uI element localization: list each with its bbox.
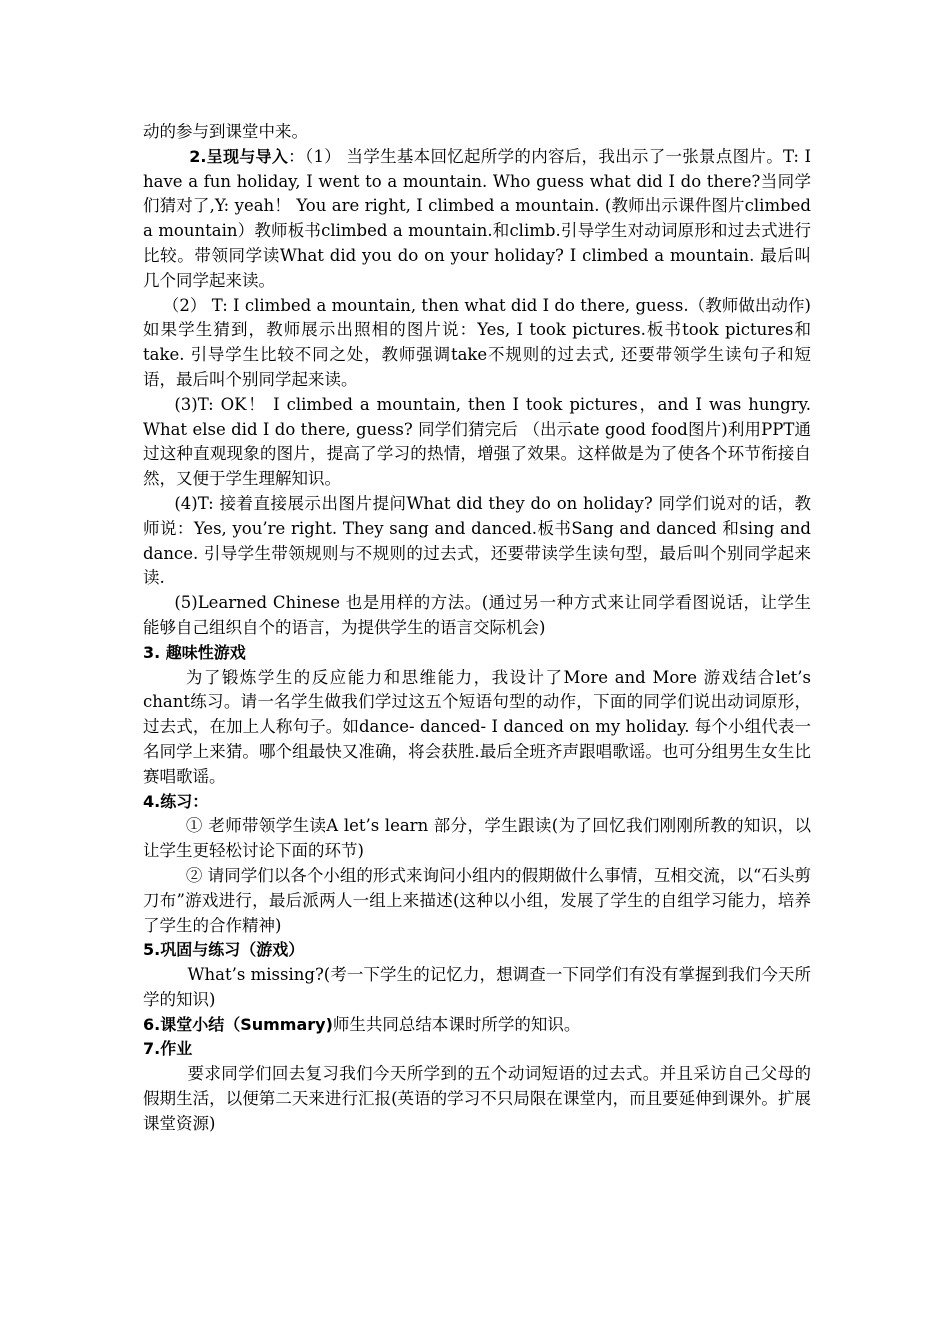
section4-item-2: ② 请同学们以各个小组的形式来询问小组内的假期做什么事情，互相交流，以“石头剪刀布”游戏进行，最后派两人一组上来描述(这种以小组，发展了学生的自组学习能力，培养了学生的合作精神) (143, 865, 811, 935)
section3-heading: 3. 趣味性游戏 (143, 642, 246, 662)
section2-p1-text: ：（1） 当学生基本回忆起所学的内容后，我出示了一张景点图片。T: I have a fun holiday, I went to a mountain. Who guess what did I do there?当同学们猜对了,Y: yeah！ You are right, I climbed a mountain. (教师出示课件图片climbed a mountain）教师板书climbed a mountain.和climb.引导学生对动词原形和过去式进行比较。带领同学读What did you do on your holiday? I climbed a mountain. 最后叫几个同学起来读。 (143, 146, 812, 290)
section4-item-1: ① 老师带领学生读A let’s learn 部分，学生跟读(为了回忆我们刚刚所教的知识，以让学生更轻松讨论下面的环节) (143, 816, 811, 861)
section2-paragraph-1 (143, 145, 811, 294)
section2-paragraph-5: (5)Learned Chinese 也是用样的方法。(通过另一种方式来让同学看图说话，让学生能够自己组织自个的语言，为提供学生的语言交际机会) (143, 593, 811, 637)
section2-paragraph-2: （2） T: I climbed a mountain, then what did I do there, guess.（教师做出动作)如果学生猜到，教师展示出照相的图片说：Yes, I took pictures.板书took pictures和take. 引导学生比较不同之处，教师强调take不规则的过去式, 还要带领学生读句子和短语，最后叫个别同学起来读。 (143, 295, 811, 389)
section5-paragraph: What’s missing?(考一下学生的记忆力，想调查一下同学们有没有掌握到我们今天所学的知识) (143, 965, 811, 1009)
section7-paragraph: 要求同学们回去复习我们今天所学到的五个动词短语的过去式。并且采访自己父母的假期生活，以便第二天来进行汇报(英语的学习不只局限在课堂内，而且要延伸到课外。扩展课堂资源) (143, 1064, 811, 1133)
intro-line: 动的参与到课堂中来。 (143, 122, 308, 141)
section2-paragraph-3: (3)T: OK！ I climbed a mountain, then I took pictures，and I was hungry. What else did I do there, guess? 同学们猜完后 （出示ate good food图片)利用PPT通过这种直观现象的图片，提高了学习的热情，增强了效果。这样做是为了使各个环节衔接自然，又便于学生理解知识。 (143, 394, 811, 489)
document-body (143, 120, 811, 1137)
section6-heading: 6.课堂小结（Summary) (143, 1014, 333, 1034)
section6-line (143, 1013, 811, 1038)
section5-heading: 5.巩固与练习（游戏） (143, 940, 305, 960)
section3-paragraph: 为了锻炼学生的反应能力和思维能力，我设计了More and More 游戏结合let’s chant练习。请一名学生做我们学过这五个短语句型的动作，下面的同学们说出动词原形，过去式，在加上人称句子。如dance- danced- I danced on my holiday. 每个小组代表一名同学上来猜。哪个组最快又准确，将会获胜.最后全班齐声跟唱歌谣。也可分组男生女生比赛唱歌谣。 (143, 667, 811, 786)
section6-text: 师生共同总结本课时所学的知识。 (332, 1014, 581, 1034)
section2-label: 2.呈现与导入 (189, 146, 289, 166)
section7-heading: 7.作业 (143, 1039, 193, 1059)
section4-heading: 4.练习： (143, 791, 209, 811)
section2-paragraph-4: (4)T: 接着直接展示出图片提问What did they do on holiday? 同学们说对的话，教师说：Yes, you’re right. They sang and danced.板书Sang and danced 和sing and dance. 引导学生带领规则与不规则的过去式，还要带读学生读句型，最后叫个别同学起来读. (143, 493, 811, 588)
